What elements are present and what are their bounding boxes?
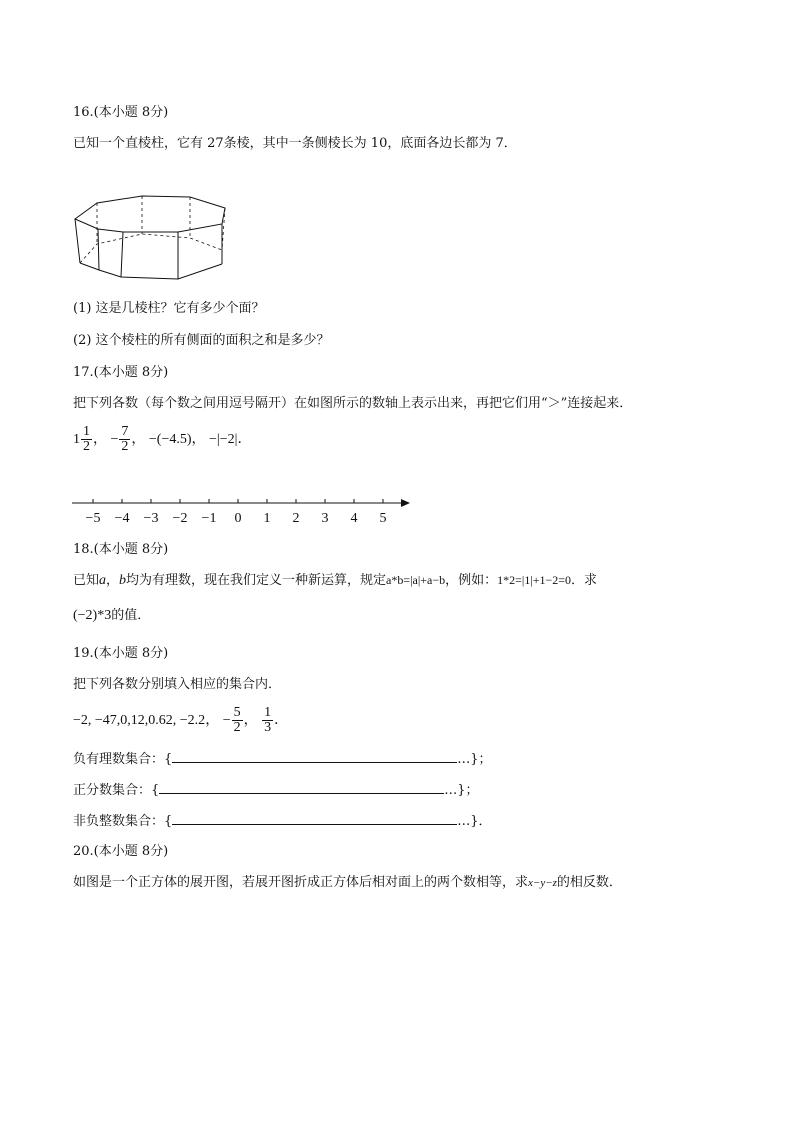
number-neg-abs-neg-2: −|−2| bbox=[209, 432, 238, 447]
q19-header: 19.(本小题 8分) bbox=[73, 646, 169, 661]
axis-tick-label: 4 bbox=[350, 511, 358, 526]
axis-tick-label: 3 bbox=[321, 511, 329, 526]
set-nonnegative-integers bbox=[73, 812, 492, 831]
axis-tick-label: 5 bbox=[379, 511, 387, 526]
separator: ， bbox=[131, 432, 146, 447]
number-neg-neg-4-5: −(−4.5) bbox=[148, 432, 192, 447]
number-line bbox=[70, 494, 415, 528]
answer-blank[interactable] bbox=[172, 812, 457, 825]
q17-header: 17.(本小题 8分) bbox=[73, 365, 169, 380]
q17-stem: 把下列各数（每个数之间用逗号隔开）在如图所示的数轴上表示出来，再把它们用“＞”连接起来． bbox=[73, 396, 633, 411]
q20-stem bbox=[73, 874, 622, 892]
var-b: b bbox=[119, 573, 127, 588]
q18-header: 18.(本小题 8分) bbox=[73, 542, 169, 557]
q16-stem: 已知一个直棱柱，它有 27条棱，其中一条侧棱长为 10，底面各边长都为 7． bbox=[73, 136, 517, 151]
separator: ， bbox=[93, 432, 107, 447]
operation-definition: a*b=|a|+a−b bbox=[386, 573, 446, 587]
set-label: 负有理数集合：{ bbox=[73, 752, 173, 767]
mixed-number-whole: 1 bbox=[73, 432, 80, 447]
axis-tick-label: 1 bbox=[263, 511, 271, 526]
q19-number-list bbox=[73, 704, 288, 738]
q16-sub1: (1) 这是几棱柱？它有多少个面？ bbox=[73, 301, 265, 316]
minus-sign: − bbox=[110, 432, 119, 447]
set-negative-rationals bbox=[73, 750, 492, 769]
q19-stem: 把下列各数分别填入相应的集合内． bbox=[73, 677, 282, 692]
set-label: 非负整数集合：{ bbox=[73, 814, 173, 829]
decagonal-prism-figure bbox=[70, 194, 230, 286]
set-tail: …}． bbox=[457, 814, 492, 829]
set-positive-fractions bbox=[73, 781, 479, 800]
set-label: 正分数集合：{ bbox=[73, 783, 160, 798]
set-tail: …}； bbox=[457, 752, 492, 767]
expression-x-y-z: x−y−z bbox=[528, 877, 557, 889]
number-line-arrow-icon bbox=[401, 499, 410, 507]
set-tail: …}； bbox=[444, 783, 479, 798]
operation-example: 1*2=|1|+1−2=0 bbox=[497, 573, 572, 587]
fraction-one-third: $\frac{1}{3}$ bbox=[264, 705, 272, 736]
period: ． bbox=[237, 432, 252, 447]
separator: ， bbox=[191, 432, 206, 447]
q16-sub2: (2) 这个棱柱的所有侧面的面积之和是多少？ bbox=[73, 333, 330, 348]
answer-blank[interactable] bbox=[172, 750, 457, 763]
fraction-seven-halves: $\frac{7}{2}$ bbox=[121, 424, 129, 455]
q18-text-tail: 的值． bbox=[111, 608, 151, 623]
q18-text-a: 已知 bbox=[73, 573, 100, 588]
separator: ， bbox=[243, 713, 258, 728]
minus-sign: − bbox=[222, 713, 231, 728]
axis-tick-label: −2 bbox=[172, 511, 188, 526]
fraction-five-halves: $\frac{5}{2}$ bbox=[233, 705, 241, 736]
q18-text-c: ，例如： bbox=[445, 573, 498, 588]
expression-neg2-star-3: (−2)*3 bbox=[73, 608, 112, 623]
q17-number-list bbox=[73, 424, 251, 456]
q16-header: 16.(本小题 8分) bbox=[73, 105, 169, 120]
separator: ， bbox=[106, 573, 120, 588]
axis-tick-label: −3 bbox=[143, 511, 159, 526]
q18-stem-line1 bbox=[73, 571, 597, 590]
axis-tick-label: 2 bbox=[292, 511, 300, 526]
axis-tick-label: 0 bbox=[234, 511, 242, 526]
period: ． bbox=[274, 713, 289, 728]
q20-text-b: 的相反数． bbox=[556, 875, 622, 890]
separator: ， bbox=[205, 713, 220, 728]
q18-stem-line2 bbox=[73, 607, 150, 625]
q19-numbers: −2, −47,0,12,0.62, −2.2 bbox=[73, 713, 206, 728]
answer-blank[interactable] bbox=[159, 781, 444, 794]
q20-text-a: 如图是一个正方体的展开图，若展开图折成正方体后相对面上的两个数相等，求 bbox=[73, 875, 529, 890]
q20-header: 20.(本小题 8分) bbox=[73, 844, 169, 859]
axis-tick-label: −1 bbox=[201, 511, 217, 526]
q18-text-d: ．求 bbox=[571, 573, 598, 588]
var-a: a bbox=[99, 573, 107, 588]
axis-tick-label: −4 bbox=[114, 511, 130, 526]
q18-text-b: 均为有理数，现在我们定义一种新运算，规定 bbox=[126, 573, 387, 588]
axis-tick-label: −5 bbox=[85, 511, 101, 526]
fraction-one-half: $\frac{1}{2}$ bbox=[83, 424, 90, 455]
